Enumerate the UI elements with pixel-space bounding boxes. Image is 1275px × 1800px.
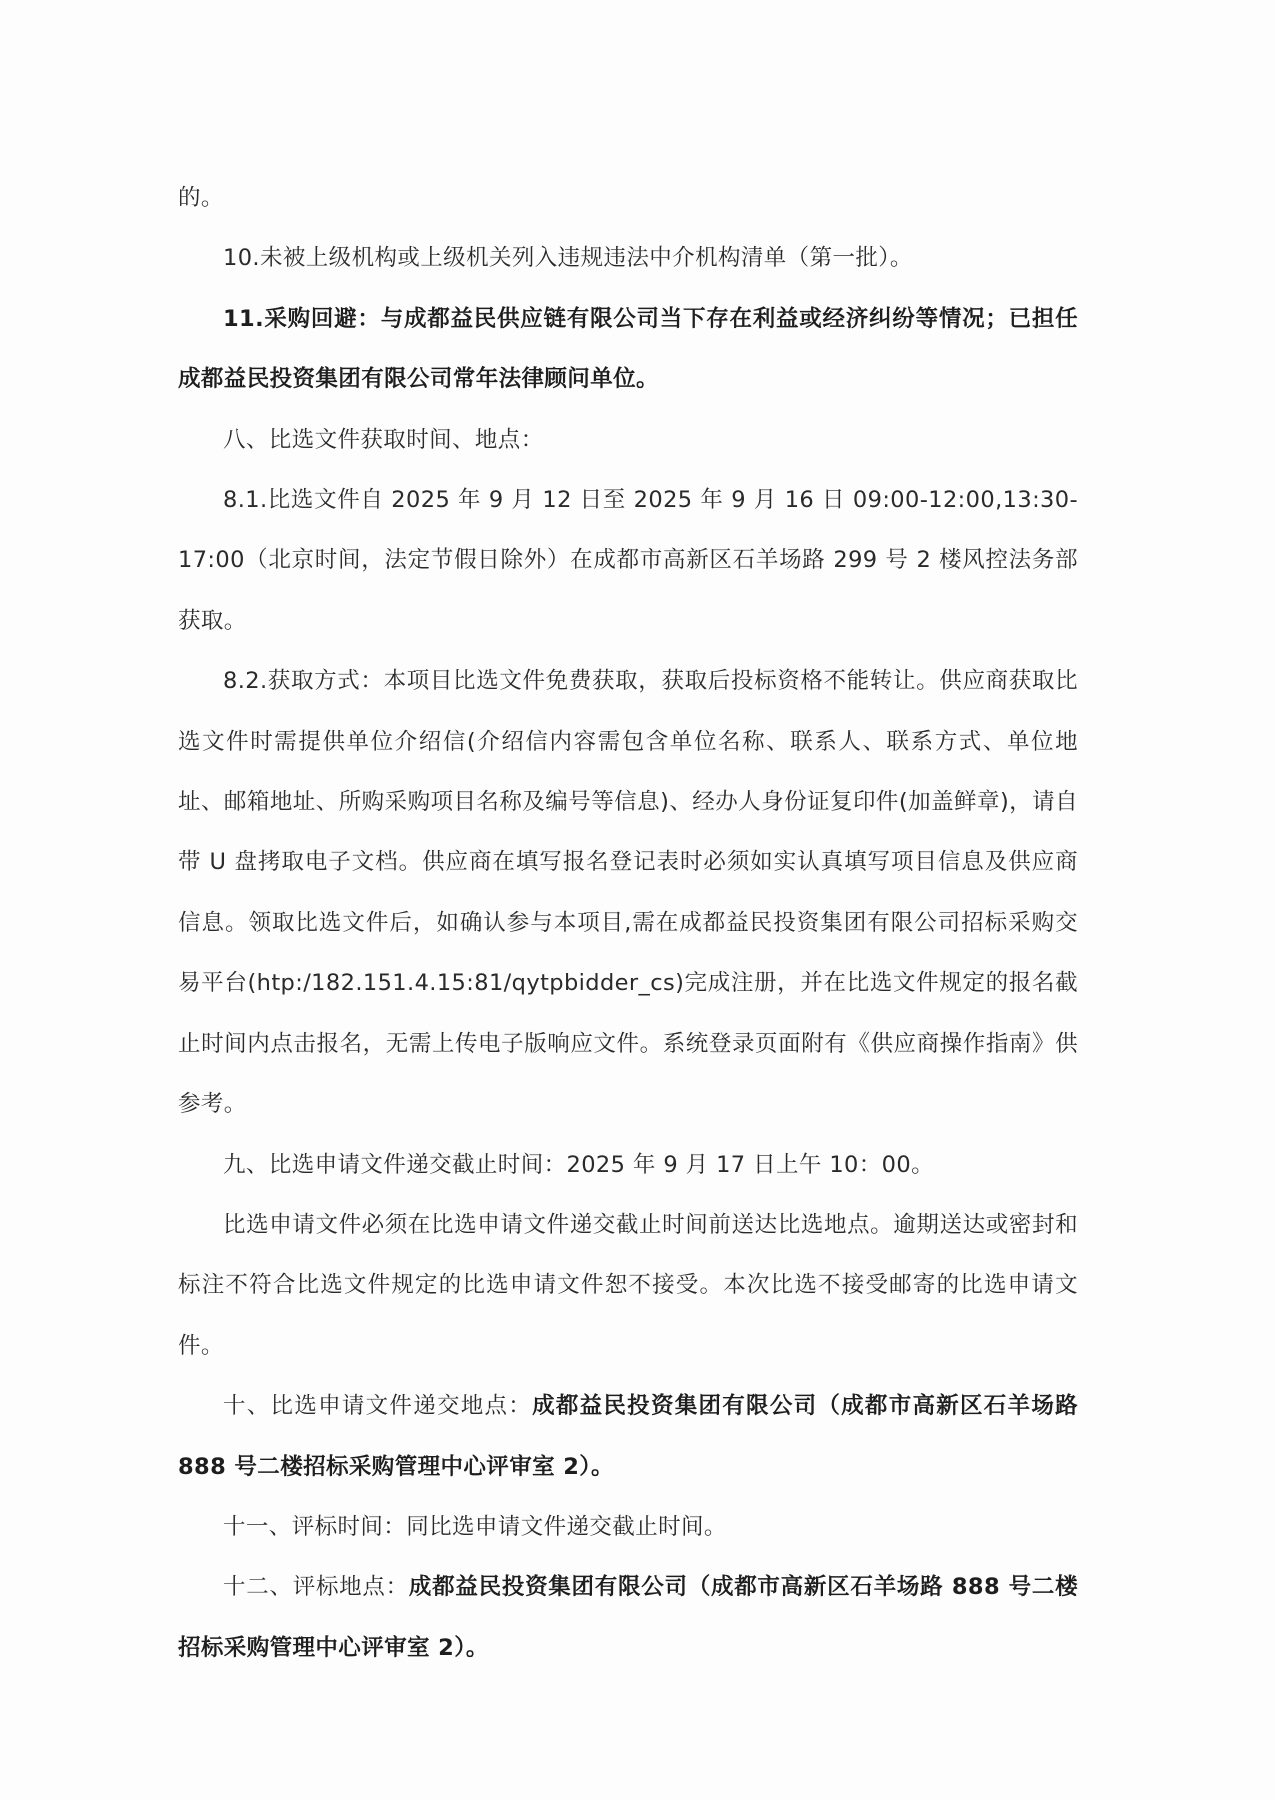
evaluation-location: 成都益民投资集团有限公司（成都市高新区石羊场路 888 号二楼招标采购管理中心评审室 2）。 bbox=[178, 1574, 1078, 1661]
section-heading-12: 十二、评标地点： bbox=[223, 1574, 409, 1601]
paragraph-8-2: 8.2.获取方式：本项目比选文件免费获取，获取后投标资格不能转让。供应商获取比选文件时需提供单位介绍信(介绍信内容需包含单位名称、联系人、联系方式、单位地址、邮箱地址、所购采购项目名称及编号等信息)、经办人身份证复印件(加盖鲜章)，请自带 U 盘拷取电子文档。供应商在填写报名登记表时必须如实认真填写项目信息及供应商信息。领取比选文件后，如确认参与本项目,需在成都益民投资集团有限公司招标采购交易平台(htp:/182.151.4.15:81/qytpbidder_cs)完成注册，并在比选文件规定的报名截止时间内点击报名，无需上传电子版响应文件。系统登录页面附有《供应商操作指南》供参考。 bbox=[178, 668, 1078, 1118]
section-heading-8: 八、比选文件获取时间、地点： bbox=[223, 426, 544, 453]
submission-location: 成都益民投资集团有限公司（成都市高新区石羊场路 888 号二楼招标采购管理中心评审室 2）。 bbox=[178, 1393, 1079, 1480]
paragraph-continuation: 的。 bbox=[178, 185, 224, 211]
section-heading-10: 十、比选申请文件递交地点： bbox=[223, 1393, 533, 1420]
paragraph-item-10: 10.未被上级机构或上级机关列入违规违法中介机构清单（第一批）。 bbox=[223, 245, 913, 272]
section-heading-9: 九、比选申请文件递交截止时间：2025 年 9 月 17 日上午 10：00。 bbox=[223, 1151, 934, 1178]
paragraph-item-11-procurement-avoidance: 11.采购回避：与成都益民供应链有限公司当下存在利益或经济纠纷等情况；已担任成都益民投资集团有限公司常年法律顾问单位。 bbox=[178, 305, 1078, 393]
document-body bbox=[178, 168, 1078, 1678]
section-heading-11: 十一、评标时间：同比选申请文件递交截止时间。 bbox=[223, 1513, 727, 1540]
section-10 bbox=[178, 1376, 1078, 1497]
section-12 bbox=[178, 1557, 1078, 1678]
paragraph-8-1: 8.1.比选文件自 2025 年 9 月 12 日至 2025 年 9 月 16 日 09:00-12:00,13:30-17:00（北京时间，法定节假日除外）在成都市高新区石羊场路 299 号 2 楼风控法务部获取。 bbox=[178, 487, 1078, 634]
paragraph-9-body: 比选申请文件必须在比选申请文件递交截止时间前送达比选地点。逾期送达或密封和标注不符合比选文件规定的比选申请文件恕不接受。本次比选不接受邮寄的比选申请文件。 bbox=[178, 1211, 1078, 1359]
